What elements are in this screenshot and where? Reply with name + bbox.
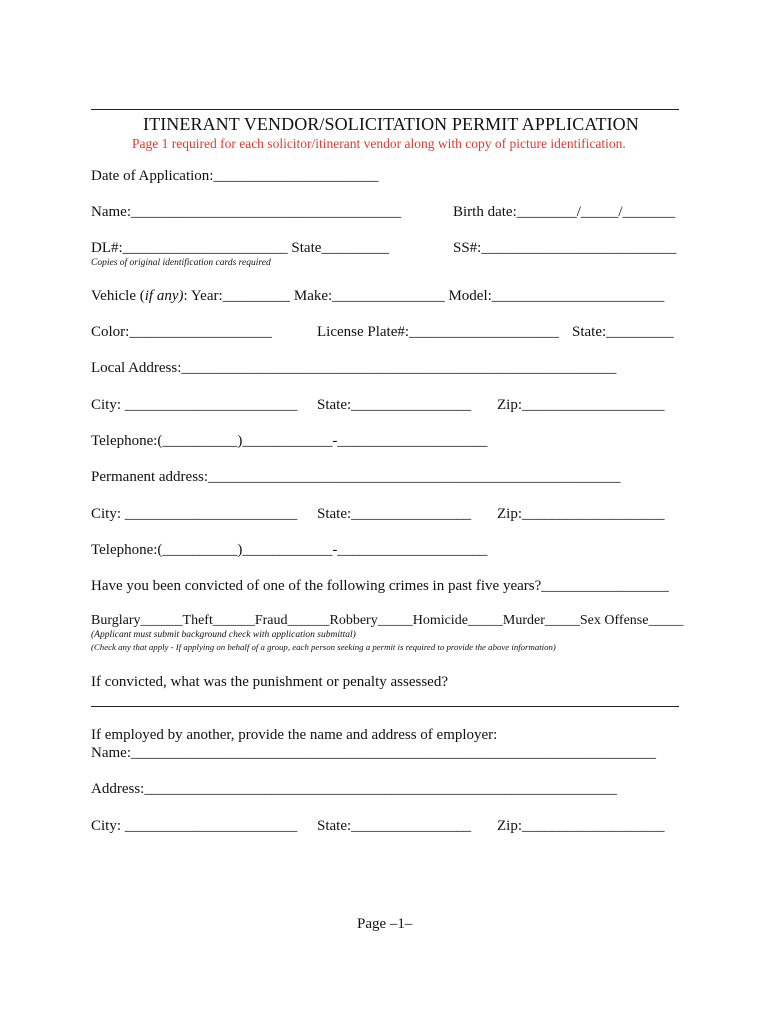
local-city-field[interactable]: City: _______________________ [91, 397, 298, 413]
vehicle-label: Vehicle ( [91, 288, 145, 304]
color-field[interactable]: Color:___________________ [91, 324, 272, 340]
permanent-telephone-field[interactable]: Telephone:(__________)____________-____________________ [91, 542, 488, 558]
employer-name-field[interactable]: Name:______________________________________________________________________ [91, 745, 656, 761]
name-field[interactable]: Name:____________________________________ [91, 204, 401, 220]
local-zip-field[interactable]: Zip:___________________ [497, 397, 665, 413]
birth-date-field[interactable]: Birth date:________/_____/_______ [453, 204, 676, 220]
employer-address-field[interactable]: Address:_______________________________________________________________ [91, 781, 617, 797]
form-title: ITINERANT VENDOR/SOLICITATION PERMIT APPLICATION [143, 114, 639, 134]
employer-state-field[interactable]: State:________________ [317, 818, 472, 834]
vehicle-if-any: if any) [144, 288, 184, 304]
permanent-state-field[interactable]: State:________________ [317, 506, 472, 522]
id-cards-note: Copies of original identification cards required [91, 258, 271, 268]
penalty-answer-line[interactable] [91, 706, 679, 707]
convictions-question[interactable]: Have you been convicted of one of the following crimes in past five years?_________________ [91, 578, 669, 594]
group-apply-note: (Check any that apply - If applying on behalf of a group, each person seeking a permit is required to provide the above information) [91, 642, 556, 652]
form-subtitle: Page 1 required for each solicitor/itinerant vendor along with copy of picture identification. [132, 136, 626, 151]
top-rule [91, 109, 679, 110]
local-state-field[interactable]: State:________________ [317, 397, 472, 413]
permanent-address-field[interactable]: Permanent address:_______________________________________________________ [91, 469, 621, 485]
vehicle-year-make-model[interactable]: : Year:_________ Make:_______________ Model:_______________________ [183, 288, 665, 304]
employer-city-field[interactable]: City: _______________________ [91, 818, 298, 834]
vehicle-row[interactable] [91, 288, 664, 305]
employer-zip-field[interactable]: Zip:___________________ [497, 818, 665, 834]
local-address-field[interactable]: Local Address:__________________________________________________________ [91, 360, 617, 376]
local-telephone-field[interactable]: Telephone:(__________)____________-____________________ [91, 433, 488, 449]
dl-state-field[interactable]: DL#:______________________ State_________ [91, 240, 389, 256]
license-plate-field[interactable]: License Plate#:____________________ [317, 324, 560, 340]
background-check-note: (Applicant must submit background check with application submittal) [91, 630, 356, 640]
penalty-question: If convicted, what was the punishment or penalty assessed? [91, 674, 448, 690]
permanent-city-field[interactable]: City: _______________________ [91, 506, 298, 522]
crimes-checklist[interactable]: Burglary______Theft______Fraud______Robbery_____Homicide_____Murder_____Sex Offense_____ [91, 613, 684, 628]
vehicle-state-field[interactable]: State:_________ [572, 324, 674, 340]
permanent-zip-field[interactable]: Zip:___________________ [497, 506, 665, 522]
date-of-application-field[interactable]: Date of Application:______________________ [91, 168, 379, 184]
ss-field[interactable]: SS#:__________________________ [453, 240, 677, 256]
employer-intro: If employed by another, provide the name and address of employer: [91, 727, 498, 743]
page-number: Page –1– [357, 916, 413, 932]
